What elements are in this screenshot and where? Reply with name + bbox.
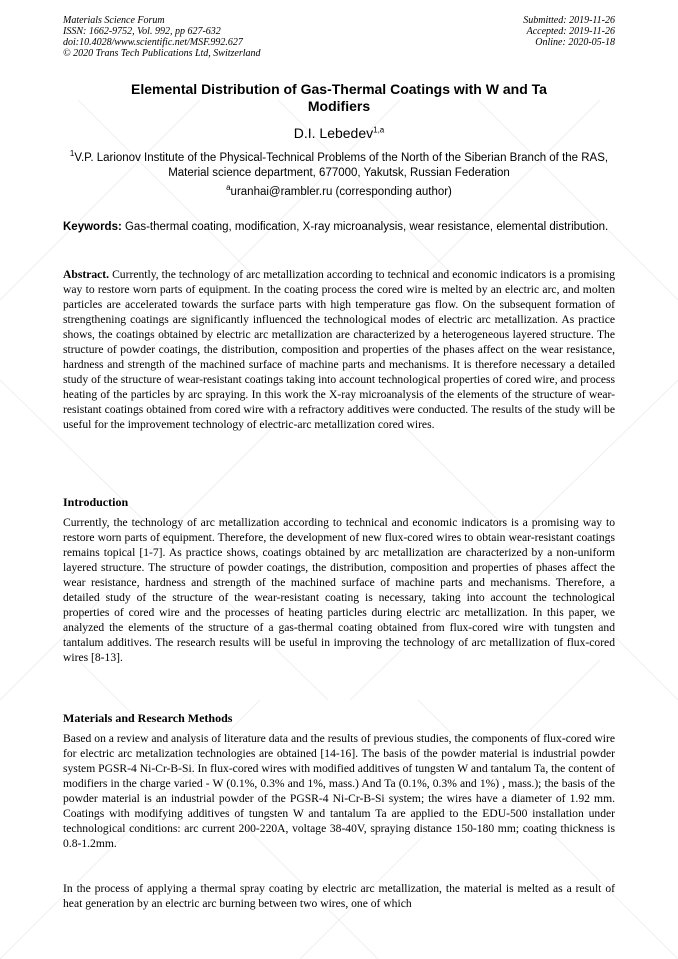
paper-title-line2: Modifiers <box>307 98 371 114</box>
journal-copyright: © 2020 Trans Tech Publications Ltd, Switzerland <box>63 48 261 59</box>
author-affiliation-mark: 1,a <box>373 125 385 135</box>
introduction-text: Currently, the technology of arc metallization according to technical and economic indicators is a promising way to restore worn parts of equipment. Therefore, the development of new flux-cored wires to obtain wear-resistant coatings remains topical [1-7]. As practice shows, coatings obtained by arc metallization are characterized by a non-uniform layered structure. The structure of powder coatings, the distribution, composition and properties of phases affect the wear resistance, hardness and strength of the machined surface of machine parts and mechanisms. Therefore, a detailed study of the structure of the wear-resistant coating is necessary, taking into account the technological properties of cored wire and the processes of heating particles during electric arc metallization. In this paper, we analyzed the elements of the structure of a gas-thermal coating obtained from flux-cored wire with tungsten and tantalum additives. The research results will be useful in improving the technology of arc metallization of flux-cored wires [8-13]. <box>63 516 615 664</box>
affiliation <box>63 151 615 181</box>
affiliation-mark: 1 <box>69 149 75 159</box>
email-mark: a <box>226 183 231 193</box>
journal-info <box>63 15 261 59</box>
abstract-text: Currently, the technology of arc metallization according to technical and economic indicators is a promising way to restore worn parts of equipment. In the coating process the cored wire is melted by an electric arc, and molten particles are accelerated towards the surface parts with high temperature gas flow. On the subsequent formation of strengthening coatings are significantly influenced the technological modes of electric arc metallization. As practice shows, the coatings obtained by electric arc metallization are characterized by a heterogeneous layered structure. The structure of powder coatings, the distribution, composition and properties of the phases affect on the wear resistance, hardness and strength of the machined surface of machine parts and mechanisms. It is therefore necessary a detailed study of the structure of wear-resistant coatings taking into account technological properties of cored wire, and process heating of the particles by arc spraying. In this work the X-ray microanalysis of the elements of the structure of wear-resistant coatings obtained from cored wire with a refractory additives were conducted. The results of the study will be useful for the improvement technology of electric-arc metallization cored wires. <box>63 268 615 431</box>
methods-heading: Materials and Research Methods <box>63 711 233 725</box>
author-name: D.I. Lebedev <box>293 125 374 141</box>
paper-title <box>63 81 615 115</box>
journal-name: Materials Science Forum <box>63 15 165 26</box>
journal-doi: doi:10.4028/www.scientific.net/MSF.992.627 <box>63 37 243 48</box>
keywords-text: Gas-thermal coating, modification, X-ray microanalysis, wear resistance, elemental distribution. <box>121 221 609 233</box>
paper-title-line1: Elemental Distribution of Gas-Thermal Coatings with W and Ta <box>131 81 547 97</box>
submission-dates <box>523 15 615 48</box>
journal-issn: ISSN: 1662-9752, Vol. 992, pp 627-632 <box>63 26 221 37</box>
methods-paragraph-1: Based on a review and analysis of literature data and the results of previous studies, the components of flux-cored wire for electric arc metalization technologies are obtained [14-16]. The basis of the powder material is industrial powder system PGSR-4 Ni-Cr-B-Si. In flux-cored wires with modified additives of tungsten W and tantalum Ta, the content of modifiers in the charge varied - W (0.1%, 0.3% and 1%, mass.) And Ta (0.1%, 0.3% and 1%) , mass.); the basis of the powder material is an industrial powder of the PGSR-4 Ni-Cr-B-Si system; the wires have a diameter of 1.92 mm. Coatings with modifying additives of tungsten W and tantalum Ta are applied to the EDU-500 installation under technological conditions: arc current 200-220A, voltage 38-40V, spraying distance 150-180 mm; coating thickness is 0.8-1.2mm. <box>63 732 615 850</box>
keywords-label: Keywords: <box>63 221 122 233</box>
online-date: Online: 2020-05-18 <box>535 37 615 48</box>
accepted-date: Accepted: 2019-11-26 <box>526 26 615 37</box>
corresponding-email <box>63 183 615 198</box>
submitted-date: Submitted: 2019-11-26 <box>523 15 615 26</box>
email-text: uranhai@rambler.ru (corresponding author) <box>230 186 452 198</box>
introduction-heading: Introduction <box>63 495 129 509</box>
keywords <box>63 220 615 235</box>
abstract-label: Abstract. <box>63 268 110 281</box>
affiliation-text: V.P. Larionov Institute of the Physical-Technical Problems of the North of the Siberian Branch of the RAS, Material science department, 677000, Yakutsk, Russian Federation <box>74 152 609 179</box>
abstract <box>63 268 615 432</box>
methods-paragraph-2: In the process of applying a thermal spray coating by electric arc metallization, the material is melted as a result of heat generation by an electric arc burning between two wires, one of which <box>63 882 615 910</box>
author <box>63 125 615 141</box>
